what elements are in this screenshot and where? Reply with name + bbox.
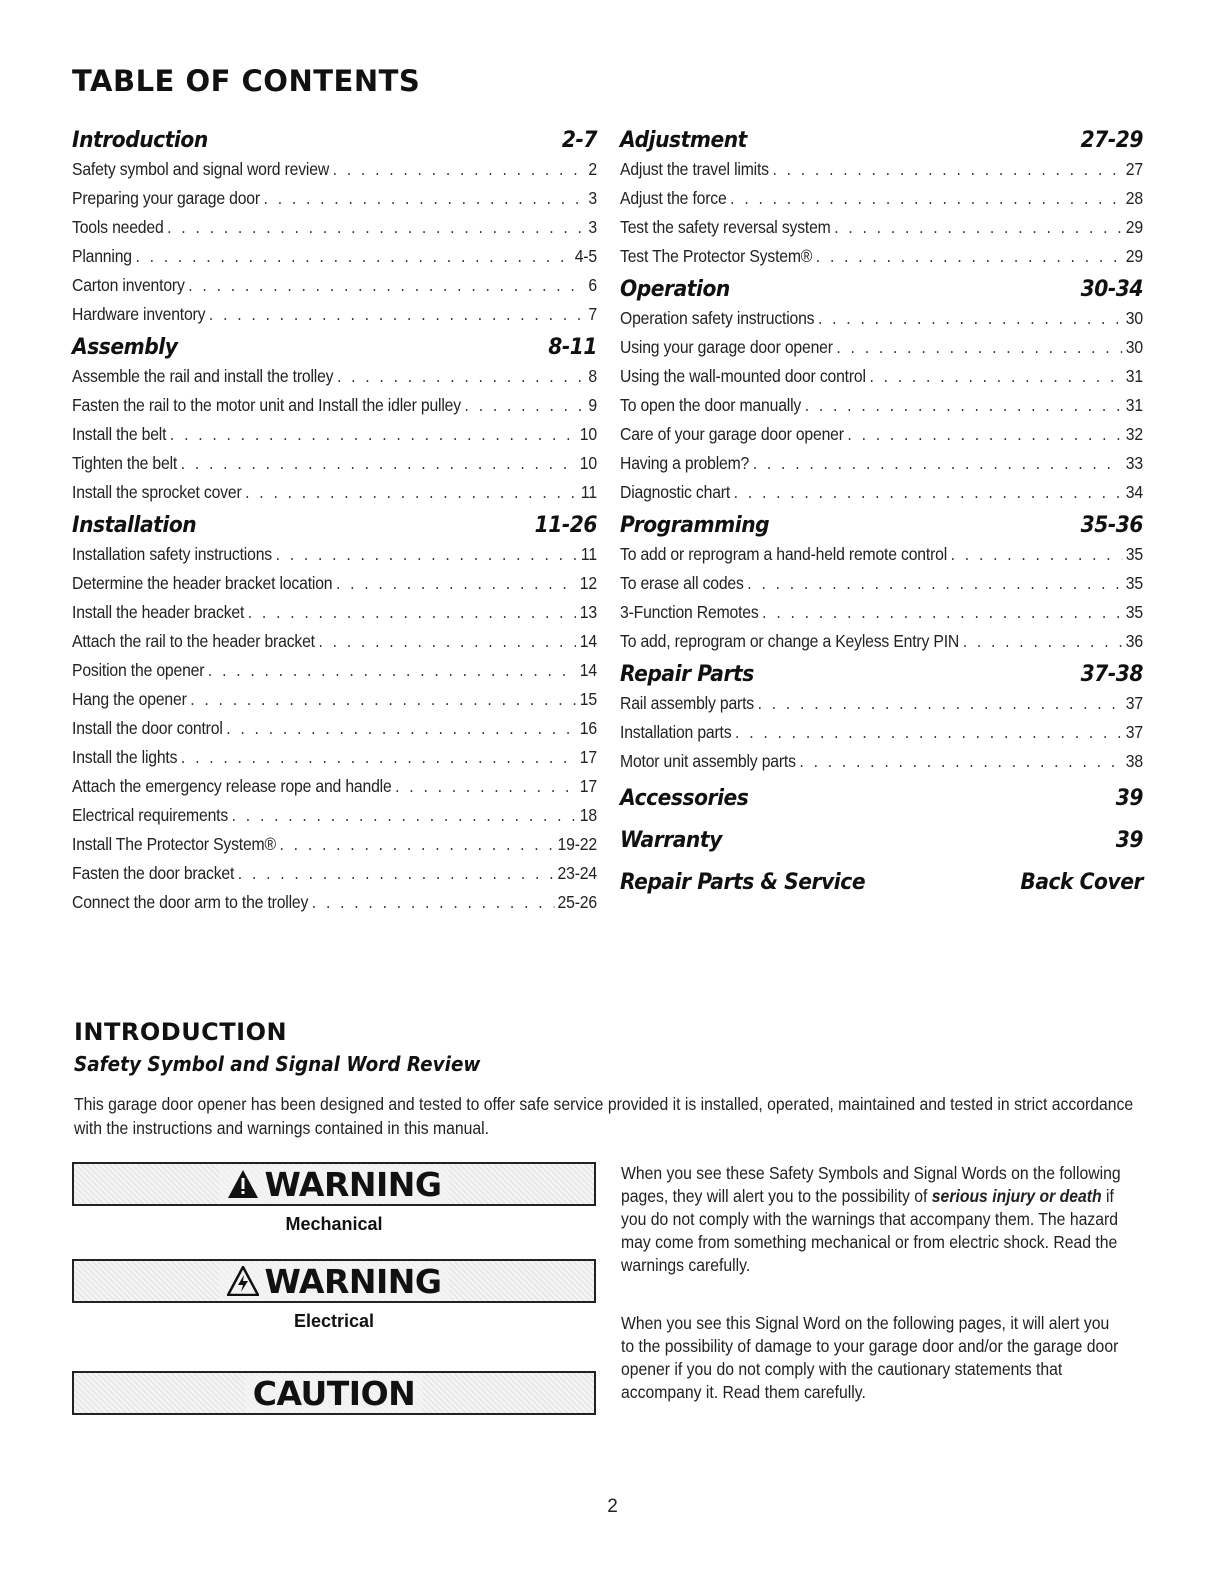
dot-leader bbox=[847, 424, 1122, 445]
toc-section-heading bbox=[72, 511, 597, 544]
toc-section-heading bbox=[72, 126, 597, 159]
toc-entry-page: 38 bbox=[1125, 751, 1143, 771]
toc-entry bbox=[620, 722, 1143, 751]
toc-entry bbox=[72, 217, 597, 246]
dot-leader bbox=[238, 863, 554, 884]
section-pages: Back Cover bbox=[1020, 870, 1144, 895]
warning-mechanical-banner bbox=[72, 1162, 596, 1206]
dot-leader bbox=[465, 395, 585, 416]
toc-entry-label: Connect the door arm to the trolley bbox=[72, 892, 309, 912]
dot-leader bbox=[758, 693, 1123, 714]
toc-entry-label: Carton inventory bbox=[72, 275, 185, 295]
section-title: Assembly bbox=[72, 335, 178, 360]
section-pages: 37-38 bbox=[1080, 662, 1144, 687]
section-pages: 2-7 bbox=[561, 128, 598, 153]
dot-leader bbox=[232, 805, 577, 826]
intro-title: INTRODUCTION bbox=[74, 1018, 288, 1046]
toc-entry-label: Rail assembly parts bbox=[620, 693, 755, 713]
toc-section-heading bbox=[620, 864, 1143, 906]
toc-entry bbox=[620, 693, 1143, 722]
dot-leader bbox=[735, 722, 1122, 743]
toc-entry-page: 3 bbox=[588, 217, 597, 237]
dot-leader bbox=[734, 482, 1123, 503]
toc-entry-page: 30 bbox=[1125, 337, 1143, 357]
dot-leader bbox=[818, 308, 1122, 329]
dot-leader bbox=[312, 892, 554, 913]
toc-entry-page: 12 bbox=[579, 573, 597, 593]
dot-leader bbox=[730, 188, 1122, 209]
toc-entry-label: To erase all codes bbox=[620, 573, 744, 593]
toc-entry bbox=[72, 834, 597, 863]
section-title: Installation bbox=[72, 513, 197, 538]
toc-entry bbox=[72, 246, 597, 275]
toc-entry-page: 14 bbox=[579, 631, 597, 651]
toc-entry-label: Install the lights bbox=[72, 747, 178, 767]
electrical-warning-triangle-icon bbox=[227, 1266, 259, 1296]
toc-entry bbox=[620, 159, 1143, 188]
toc-entry bbox=[72, 573, 597, 602]
toc-entry-label: Using the wall-mounted door control bbox=[620, 366, 866, 386]
toc-entry bbox=[72, 747, 597, 776]
toc-entry-label: Tighten the belt bbox=[72, 453, 178, 473]
dot-leader bbox=[869, 366, 1122, 387]
toc-entry bbox=[72, 863, 597, 892]
toc-entry-label: Having a problem? bbox=[620, 453, 750, 473]
toc-entry-page: 36 bbox=[1125, 631, 1143, 651]
toc-left-column bbox=[72, 126, 597, 921]
toc-entry bbox=[620, 424, 1143, 453]
section-pages: 35-36 bbox=[1080, 513, 1144, 538]
toc-entry-page: 32 bbox=[1125, 424, 1143, 444]
toc-entry-label: Installation safety instructions bbox=[72, 544, 272, 564]
toc-entry-page: 18 bbox=[579, 805, 597, 825]
dot-leader bbox=[799, 751, 1122, 772]
toc-entry-label: Using your garage door opener bbox=[620, 337, 833, 357]
toc-entry-label: Hardware inventory bbox=[72, 304, 206, 324]
toc-entry-page: 10 bbox=[579, 424, 597, 444]
section-pages: 39 bbox=[1115, 828, 1144, 853]
toc-entry-label: Assemble the rail and install the trolley bbox=[72, 366, 334, 386]
toc-section-heading bbox=[620, 275, 1143, 308]
intro-body: This garage door opener has been designed and tested to offer safe service provided it is installed, operated, maintained and tested in strict accordance with the instructions and warnings contained in this manual. bbox=[74, 1094, 1134, 1138]
caution-explanation-paragraph: When you see this Signal Word on the following pages, it will alert you to the possibility of damage to your garage door and/or the garage door opener if you do not comply with the cautionary statements that accompany it. Read them carefully. bbox=[621, 1313, 1119, 1402]
page-number: 2 bbox=[607, 1496, 618, 1517]
caution-banner bbox=[72, 1371, 596, 1415]
toc-entry-page: 2 bbox=[588, 159, 597, 179]
toc-entry bbox=[620, 751, 1143, 780]
dot-leader bbox=[336, 573, 576, 594]
toc-entry bbox=[72, 689, 597, 718]
toc-entry-page: 11 bbox=[580, 482, 597, 502]
toc-entry bbox=[72, 805, 597, 834]
toc-entry-label: Install The Protector System® bbox=[72, 834, 276, 854]
dot-leader bbox=[181, 747, 576, 768]
section-pages: 39 bbox=[1115, 786, 1144, 811]
toc-entry-label: Planning bbox=[72, 246, 132, 266]
toc-entry bbox=[72, 482, 597, 511]
toc-entry-label: Attach the emergency release rope and handle bbox=[72, 776, 392, 796]
toc-entry-page: 31 bbox=[1125, 395, 1143, 415]
toc-entry-label: Attach the rail to the header bracket bbox=[72, 631, 315, 651]
dot-leader bbox=[337, 366, 585, 387]
section-title: Operation bbox=[620, 277, 730, 302]
toc-entry-page: 31 bbox=[1125, 366, 1143, 386]
toc-right-column bbox=[620, 126, 1143, 906]
toc-section-heading bbox=[620, 780, 1143, 822]
warning-triangle-icon bbox=[227, 1169, 259, 1199]
toc-entry-page: 27 bbox=[1125, 159, 1143, 179]
emphasis-text: serious injury or death bbox=[931, 1186, 1102, 1206]
toc-entry bbox=[72, 275, 597, 304]
dot-leader bbox=[395, 776, 576, 797]
section-title: Repair Parts bbox=[620, 662, 754, 687]
toc-entry-page: 13 bbox=[579, 602, 597, 622]
dot-leader bbox=[280, 834, 554, 855]
toc-entry-label: Operation safety instructions bbox=[620, 308, 815, 328]
dot-leader bbox=[190, 689, 576, 710]
toc-entry-label: Diagnostic chart bbox=[620, 482, 731, 502]
toc-entry-page: 6 bbox=[588, 275, 597, 295]
toc-section-heading bbox=[72, 333, 597, 366]
toc-entry bbox=[620, 217, 1143, 246]
dot-leader bbox=[170, 424, 576, 445]
toc-entry bbox=[72, 602, 597, 631]
toc-entry-label: Fasten the door bracket bbox=[72, 863, 235, 883]
toc-section-heading bbox=[620, 822, 1143, 864]
toc-entry-label: Preparing your garage door bbox=[72, 188, 260, 208]
toc-entry-page: 15 bbox=[579, 689, 597, 709]
banner-label-mechanical: Mechanical bbox=[285, 1214, 383, 1234]
banner-text: WARNING bbox=[264, 1164, 442, 1204]
toc-title: TABLE OF CONTENTS bbox=[72, 64, 421, 98]
banner-text: WARNING bbox=[264, 1261, 442, 1301]
dot-leader bbox=[834, 217, 1122, 238]
toc-entry-page: 37 bbox=[1125, 722, 1143, 742]
toc-entry bbox=[620, 246, 1143, 275]
toc-entry bbox=[72, 660, 597, 689]
banner-label-electrical: Electrical bbox=[293, 1311, 375, 1331]
toc-entry-page: 34 bbox=[1125, 482, 1143, 502]
toc-entry-page: 35 bbox=[1125, 602, 1143, 622]
section-title: Introduction bbox=[72, 128, 208, 153]
toc-entry bbox=[72, 718, 597, 747]
toc-entry-page: 10 bbox=[579, 453, 597, 473]
toc-entry-page: 17 bbox=[579, 776, 597, 796]
toc-entry bbox=[72, 304, 597, 333]
toc-entry-label: Position the opener bbox=[72, 660, 205, 680]
toc-entry-page: 33 bbox=[1125, 453, 1143, 473]
toc-entry-label: Install the sprocket cover bbox=[72, 482, 242, 502]
toc-entry-page: 3 bbox=[588, 188, 597, 208]
dot-leader bbox=[805, 395, 1122, 416]
toc-entry bbox=[72, 776, 597, 805]
dot-leader bbox=[747, 573, 1122, 594]
toc-entry-label: Test The Protector System® bbox=[620, 246, 813, 266]
toc-entry-page: 9 bbox=[588, 395, 597, 415]
para-text: if you do not comply with the warnings that accompany them. The hazard may come from something mechanical or from electric shock. Read the warnings carefully. bbox=[621, 1186, 1118, 1275]
intro-subtitle: Safety Symbol and Signal Word Review bbox=[74, 1052, 481, 1076]
toc-entry-page: 23-24 bbox=[557, 863, 597, 883]
section-pages: 30-34 bbox=[1080, 277, 1144, 302]
dot-leader bbox=[276, 544, 578, 565]
dot-leader bbox=[753, 453, 1122, 474]
toc-entry bbox=[620, 366, 1143, 395]
toc-entry bbox=[620, 631, 1143, 660]
dot-leader bbox=[209, 304, 585, 325]
section-title: Adjustment bbox=[620, 128, 747, 153]
toc-entry bbox=[72, 892, 597, 921]
toc-entry bbox=[72, 544, 597, 573]
dot-leader bbox=[762, 602, 1122, 623]
dot-leader bbox=[836, 337, 1122, 358]
section-title: Programming bbox=[620, 513, 770, 538]
toc-entry bbox=[72, 453, 597, 482]
toc-entry bbox=[620, 544, 1143, 573]
toc-entry-label: To open the door manually bbox=[620, 395, 802, 415]
toc-entry-page: 4-5 bbox=[574, 246, 597, 266]
toc-section-heading bbox=[620, 511, 1143, 544]
toc-entry-page: 28 bbox=[1125, 188, 1143, 208]
dot-leader bbox=[226, 718, 576, 739]
section-pages: 8-11 bbox=[548, 335, 598, 360]
toc-entry bbox=[620, 573, 1143, 602]
toc-entry bbox=[620, 453, 1143, 482]
dot-leader bbox=[951, 544, 1123, 565]
dot-leader bbox=[248, 602, 576, 623]
warning-explanation-paragraph bbox=[621, 1162, 1125, 1277]
toc-entry bbox=[72, 366, 597, 395]
toc-entry-page: 30 bbox=[1125, 308, 1143, 328]
toc-entry-label: Motor unit assembly parts bbox=[620, 751, 796, 771]
toc-entry bbox=[620, 482, 1143, 511]
dot-leader bbox=[264, 188, 585, 209]
toc-entry-label: Electrical requirements bbox=[72, 805, 229, 825]
toc-entry-label: To add, reprogram or change a Keyless Entry PIN bbox=[620, 631, 960, 651]
toc-entry bbox=[620, 602, 1143, 631]
dot-leader bbox=[816, 246, 1122, 267]
toc-entry-label: Hang the opener bbox=[72, 689, 187, 709]
dot-leader bbox=[333, 159, 585, 180]
toc-section-heading bbox=[620, 126, 1143, 159]
toc-entry-page: 8 bbox=[588, 366, 597, 386]
toc-entry-page: 16 bbox=[579, 718, 597, 738]
toc-entry bbox=[620, 337, 1143, 366]
toc-entry-page: 7 bbox=[588, 304, 597, 324]
toc-entry-label: Determine the header bracket location bbox=[72, 573, 333, 593]
toc-entry-label: Safety symbol and signal word review bbox=[72, 159, 330, 179]
toc-entry-label: Test the safety reversal system bbox=[620, 217, 831, 237]
toc-entry-page: 11 bbox=[580, 544, 597, 564]
toc-entry bbox=[620, 188, 1143, 217]
toc-entry-page: 35 bbox=[1125, 544, 1143, 564]
section-pages: 11-26 bbox=[534, 513, 598, 538]
dot-leader bbox=[772, 159, 1122, 180]
toc-entry-page: 25-26 bbox=[557, 892, 597, 912]
toc-entry bbox=[620, 308, 1143, 337]
toc-entry-label: Install the door control bbox=[72, 718, 223, 738]
toc-entry-label: Adjust the travel limits bbox=[620, 159, 769, 179]
toc-entry-label: To add or reprogram a hand-held remote control bbox=[620, 544, 948, 564]
warning-electrical-banner bbox=[72, 1259, 596, 1303]
toc-entry-page: 19-22 bbox=[557, 834, 597, 854]
section-title: Accessories bbox=[620, 786, 749, 811]
toc-entry bbox=[72, 631, 597, 660]
dot-leader bbox=[181, 453, 576, 474]
toc-entry-label: 3-Function Remotes bbox=[620, 602, 759, 622]
toc-entry bbox=[72, 159, 597, 188]
dot-leader bbox=[135, 246, 571, 267]
dot-leader bbox=[167, 217, 585, 238]
toc-entry-label: Install the belt bbox=[72, 424, 167, 444]
banner-text: CAUTION bbox=[252, 1373, 416, 1413]
toc-entry-page: 29 bbox=[1125, 217, 1143, 237]
toc-entry bbox=[620, 395, 1143, 424]
toc-entry-label: Install the header bracket bbox=[72, 602, 245, 622]
section-title: Warranty bbox=[620, 828, 722, 853]
dot-leader bbox=[318, 631, 576, 652]
toc-section-heading bbox=[620, 660, 1143, 693]
toc-entry-label: Fasten the rail to the motor unit and Install the idler pulley bbox=[72, 395, 461, 415]
toc-entry-page: 37 bbox=[1125, 693, 1143, 713]
toc-entry-page: 17 bbox=[579, 747, 597, 767]
toc-entry-page: 35 bbox=[1125, 573, 1143, 593]
toc-entry-label: Adjust the force bbox=[620, 188, 727, 208]
toc-entry-label: Tools needed bbox=[72, 217, 164, 237]
para-text: When you see these Safety Symbols and Signal Words on the following pages, they will alert you to the possibility of bbox=[621, 1163, 1121, 1206]
section-pages: 27-29 bbox=[1080, 128, 1144, 153]
toc-entry-page: 29 bbox=[1125, 246, 1143, 266]
toc-entry-label: Care of your garage door opener bbox=[620, 424, 844, 444]
toc-entry bbox=[72, 424, 597, 453]
dot-leader bbox=[245, 482, 577, 503]
toc-entry-page: 14 bbox=[579, 660, 597, 680]
toc-entry bbox=[72, 188, 597, 217]
toc-entry-label: Installation parts bbox=[620, 722, 732, 742]
section-title: Repair Parts & Service bbox=[620, 870, 866, 895]
dot-leader bbox=[208, 660, 576, 681]
toc-entry bbox=[72, 395, 597, 424]
dot-leader bbox=[188, 275, 584, 296]
dot-leader bbox=[963, 631, 1122, 652]
